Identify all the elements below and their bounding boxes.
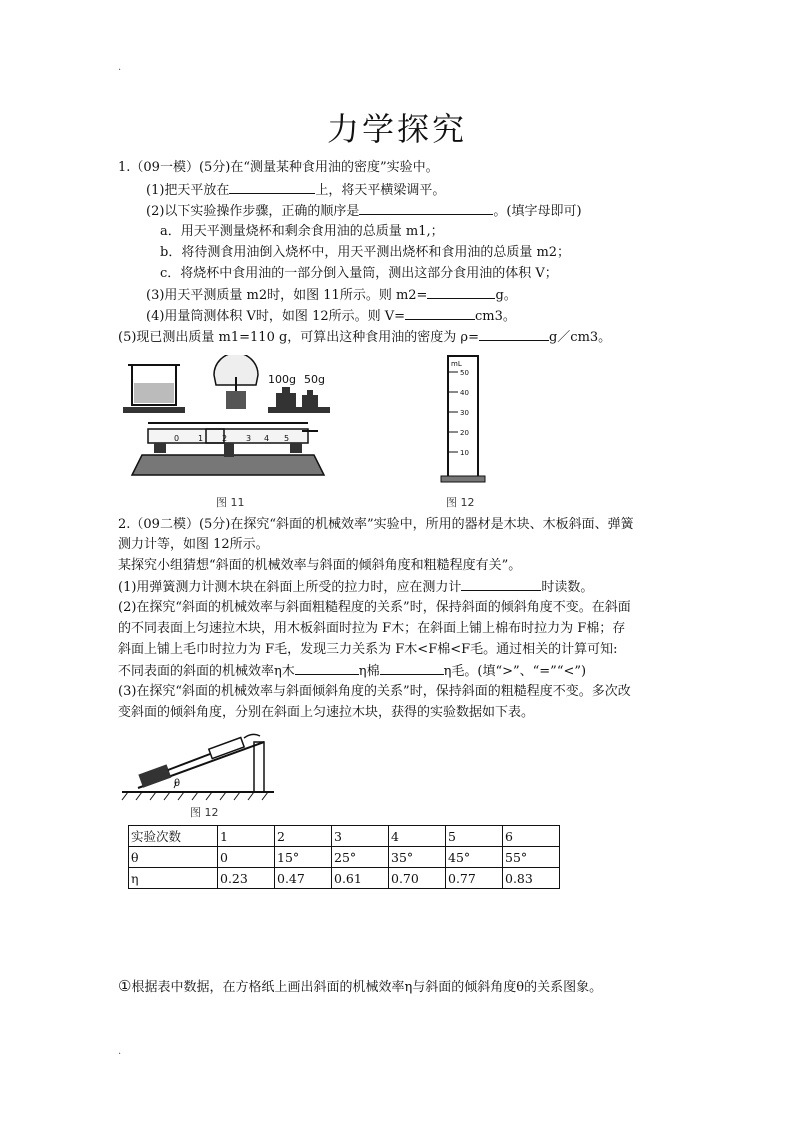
q2-line8-c: η毛。(填“>”、“=”“<”) xyxy=(443,664,587,679)
beam-scale-5: 5 xyxy=(284,434,290,443)
beam-scale-0: 0 xyxy=(174,434,180,443)
table-row xyxy=(129,826,560,847)
table-cell: 3 xyxy=(332,826,389,847)
fig11-caption: 图 11 xyxy=(216,496,245,509)
q2-line1: 2.（09二模）(5分)在探究“斜面的机械效率”实验中，所用的器材是木块、木板斜面、弹簧 xyxy=(118,517,634,532)
cylinder-tick-20: 20 xyxy=(460,429,469,437)
q2-line5: (2)在探究“斜面的机械效率与斜面粗糙程度的关系”时，保持斜面的倾斜角度不变。在斜面 xyxy=(118,600,631,615)
answer-blank[interactable] xyxy=(380,661,444,675)
table-row xyxy=(129,868,560,889)
q2-line4-post: 时读数。 xyxy=(541,580,594,595)
table-cell: 0 xyxy=(218,847,275,868)
answer-blank[interactable] xyxy=(229,180,315,194)
balance-figure xyxy=(118,355,338,515)
incline-figure xyxy=(118,728,278,804)
page-dot-bottom: . xyxy=(118,1046,122,1057)
table-cell: 1 xyxy=(218,826,275,847)
hand-icon xyxy=(244,734,260,738)
table-cell: 0.23 xyxy=(218,868,275,889)
q2-line8 xyxy=(118,661,586,682)
q1-part3-pre: (3)用天平测质量 m2时，如图 11所示。则 m2= xyxy=(146,288,428,303)
q1-part5 xyxy=(118,327,611,348)
q2-line4-pre: (1)用弹簧测力计测木块在斜面上所受的拉力时，应在测力计 xyxy=(118,580,462,595)
table-cell: 实验次数 xyxy=(129,826,218,847)
answer-blank[interactable] xyxy=(461,577,541,591)
table-cell: 0.61 xyxy=(332,868,389,889)
q2-task xyxy=(118,976,602,998)
table-cell: 25° xyxy=(332,847,389,868)
weight-50g-label: 50g xyxy=(304,373,325,386)
fig12-caption: 图 12 xyxy=(446,496,475,509)
q1-part4 xyxy=(146,306,516,327)
wood-block-icon xyxy=(138,764,171,787)
table-cell: 0.77 xyxy=(446,868,503,889)
q2-line3: 某探究小组猜想“斜面的机械效率与斜面的倾斜角度和粗糙程度有关”。 xyxy=(118,558,522,573)
weight-100g-label: 100g xyxy=(268,373,296,386)
q1-part1 xyxy=(146,180,445,201)
beam-scale-2: 2 xyxy=(222,434,228,443)
table-cell: 35° xyxy=(389,847,446,868)
table-cell: 45° xyxy=(446,847,503,868)
right-pan xyxy=(268,407,330,413)
q1-part3-post: g。 xyxy=(495,288,517,303)
q2-line10: 变斜面的倾斜角度，分别在斜面上匀速拉木块，获得的实验数据如下表。 xyxy=(118,705,535,720)
page-title: 力学探究 xyxy=(326,110,467,148)
table-cell: 0.47 xyxy=(275,868,332,889)
q2-line2: 测力计等，如图 12所示。 xyxy=(118,537,269,552)
q1-step-a: a．用天平测量烧杯和剩余食用油的总质量 m1,； xyxy=(160,224,444,239)
q1-part5-pre: (5)现已测出质量 m1=110 g，可算出这种食用油的密度为 ρ= xyxy=(118,330,479,345)
table-cell: 2 xyxy=(275,826,332,847)
q1-part3 xyxy=(146,285,517,306)
table-cell: 55° xyxy=(503,847,560,868)
answer-blank[interactable] xyxy=(405,306,475,320)
q1-part4-pre: (4)用量筒测体积 V时，如图 12所示。则 V= xyxy=(146,309,406,324)
table-cell: η xyxy=(129,868,218,889)
table-cell: 5 xyxy=(446,826,503,847)
table-cell: 6 xyxy=(503,826,560,847)
answer-blank[interactable] xyxy=(295,661,359,675)
weight-50g-icon xyxy=(302,395,318,407)
page-dot-top: . xyxy=(118,62,122,73)
q2-line4 xyxy=(118,577,593,598)
incline-fig-caption: 图 12 xyxy=(190,806,219,819)
q1-step-b: b．将待测食用油倒入烧杯中，用天平测出烧杯和食用油的总质量 m2； xyxy=(160,245,571,260)
cylinder-tick-10: 10 xyxy=(460,449,469,457)
angle-label: θ xyxy=(174,778,181,789)
q1-part5-post: g／cm3。 xyxy=(548,330,612,345)
table-cell: 0.83 xyxy=(503,868,560,889)
data-table xyxy=(128,825,560,889)
answer-blank[interactable] xyxy=(427,285,495,299)
beam-scale-1: 1 xyxy=(198,434,204,443)
table-cell: 0.70 xyxy=(389,868,446,889)
q2-line8-a: 不同表面的斜面的机械效率η木 xyxy=(118,664,295,679)
q2-line7: 斜面上铺上毛巾时拉力为 F毛，发现三力关系为 F木<F棉<F毛。通过相关的计算可知: xyxy=(118,642,618,657)
cylinder-figure xyxy=(438,352,488,484)
q2-line8-b: η棉 xyxy=(358,664,380,679)
cylinder-unit: mL xyxy=(451,360,462,368)
q1-part1-pre: (1)把天平放在 xyxy=(146,183,230,198)
beam-scale-4: 4 xyxy=(264,434,270,443)
answer-blank[interactable] xyxy=(359,201,493,215)
q1-part2-post: 。(填字母即可) xyxy=(493,204,582,219)
table-cell: θ xyxy=(129,847,218,868)
weight-100g-icon xyxy=(276,393,296,407)
q1-part2-pre: (2)以下实验操作步骤，正确的顺序是 xyxy=(146,204,360,219)
cylinder-tick-30: 30 xyxy=(460,409,469,417)
q1-stem: 1.（09一模）(5分)在“测量某种食用油的密度”实验中。 xyxy=(118,160,439,175)
left-pan xyxy=(123,407,185,413)
cylinder-tick-40: 40 xyxy=(460,389,469,397)
table-cell: 4 xyxy=(389,826,446,847)
task-marker: ① xyxy=(118,977,132,995)
q1-part2 xyxy=(146,201,582,222)
support-post xyxy=(254,742,264,792)
beam-scale-3: 3 xyxy=(246,434,252,443)
q2-line6: 的不同表面上匀速拉木块，用木板斜面时拉为 F木；在斜面上铺上棉布时拉力为 F棉；存 xyxy=(118,621,626,636)
table-row xyxy=(129,847,560,868)
task-text: 根据表中数据，在方格纸上画出斜面的机械效率η与斜面的倾斜角度θ的关系图象。 xyxy=(131,980,603,995)
q1-part1-post: 上，将天平横梁调平。 xyxy=(315,183,446,198)
balance-base xyxy=(132,455,324,475)
answer-blank[interactable] xyxy=(479,327,549,341)
table-cell: 15° xyxy=(275,847,332,868)
q2-line9: (3)在探究“斜面的机械效率与斜面倾斜角度的关系”时，保持斜面的粗糙程度不变。多次改 xyxy=(118,684,631,699)
q1-step-c: c．将烧杯中食用油的一部分倒入量筒，测出这部分食用油的体积 V； xyxy=(160,266,558,281)
q1-part4-post: cm3。 xyxy=(475,309,516,324)
cylinder-tick-50: 50 xyxy=(460,369,469,377)
